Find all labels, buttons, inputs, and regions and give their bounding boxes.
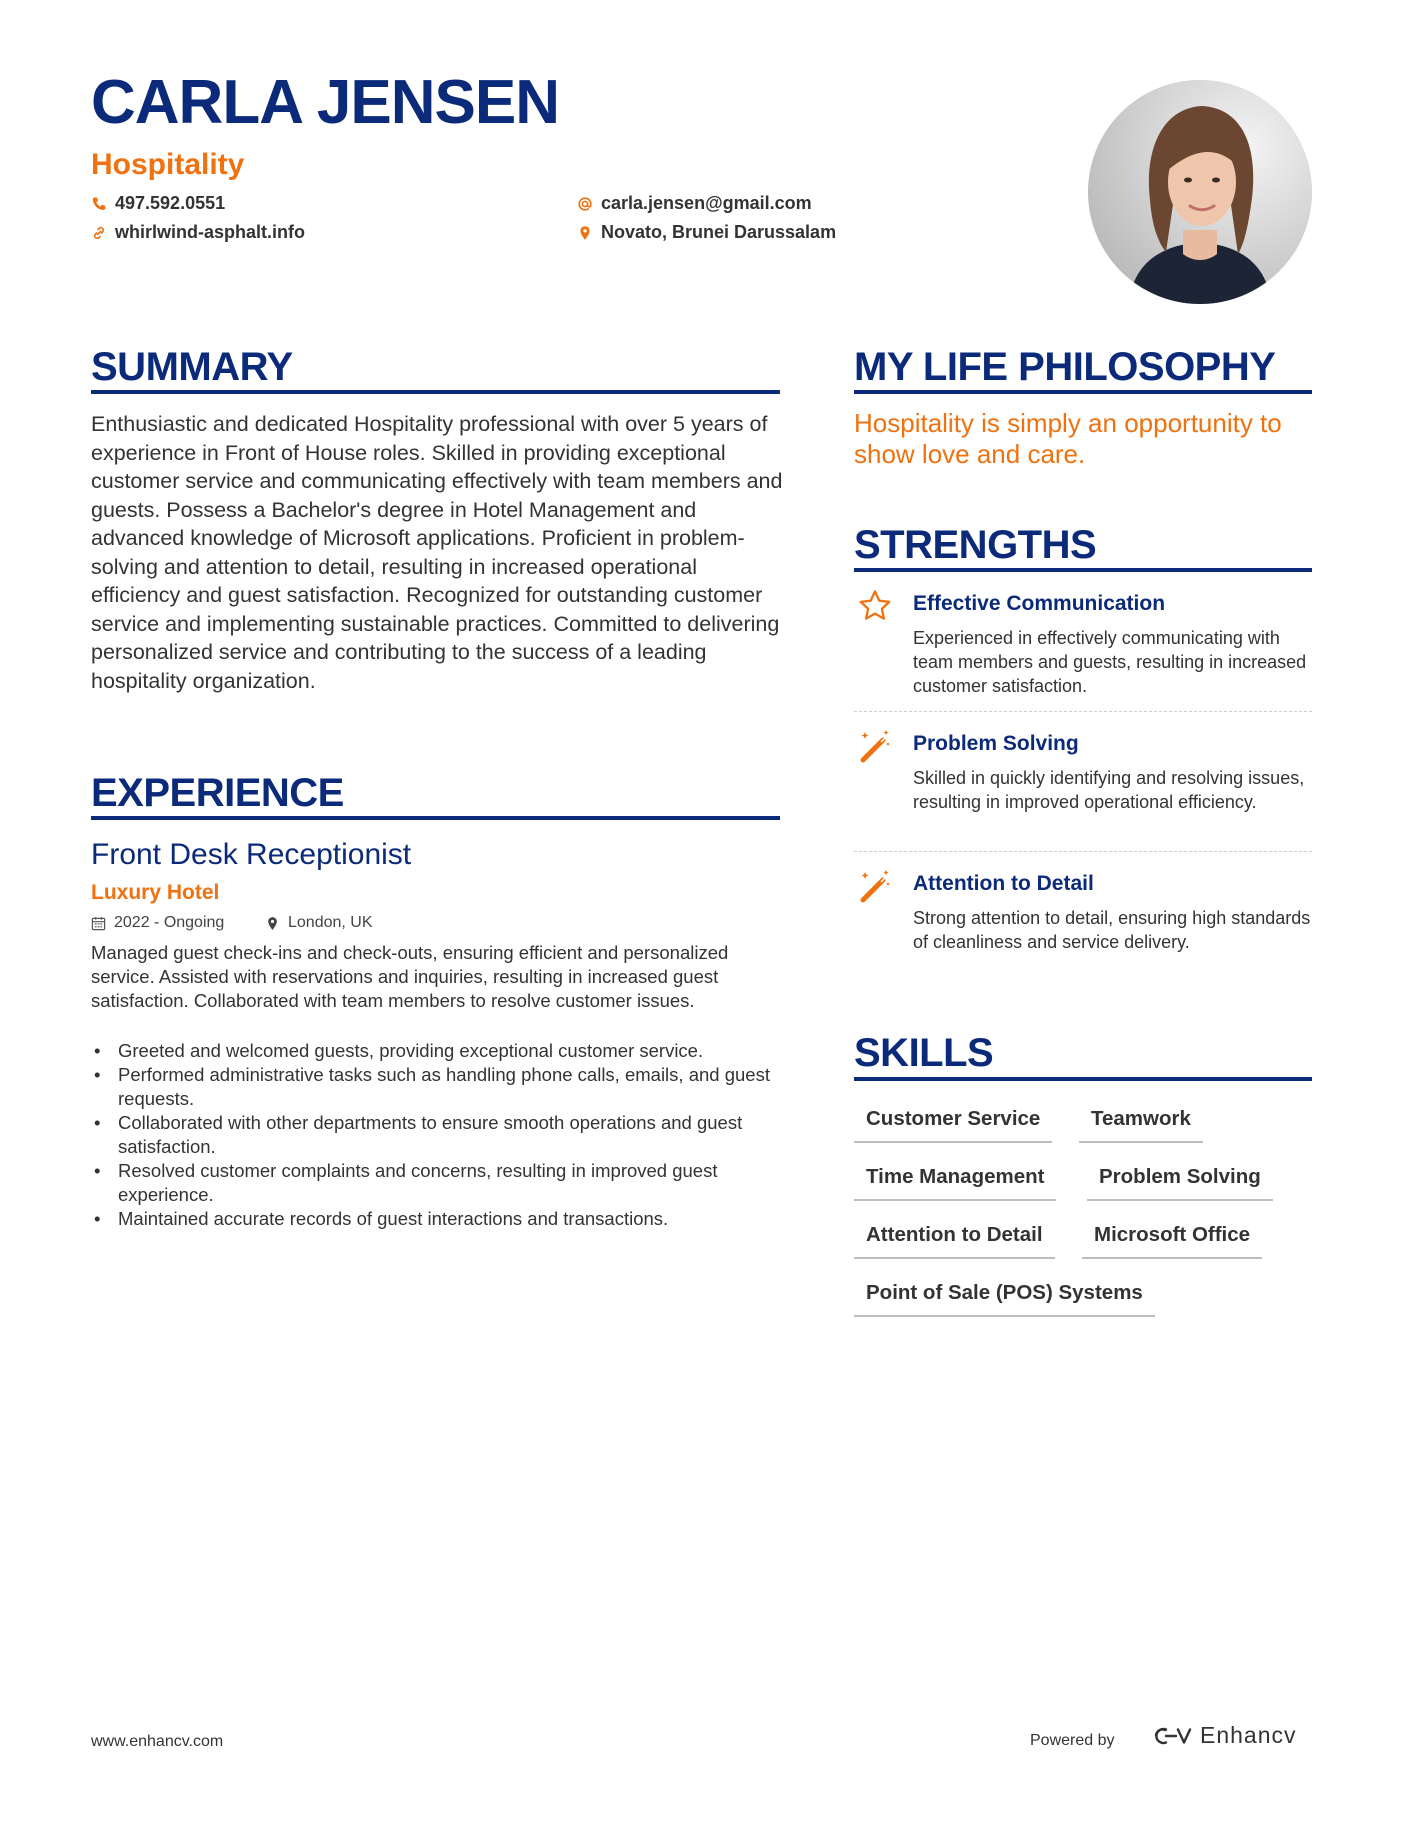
skills-divider bbox=[854, 1077, 1312, 1081]
at-icon bbox=[577, 196, 593, 212]
email-text: carla.jensen@gmail.com bbox=[601, 193, 812, 213]
strength-title: Effective Communication bbox=[913, 592, 1166, 615]
strength-description: Skilled in quickly identifying and resolving issues, resulting in improved operational efficiency. bbox=[913, 768, 1305, 812]
calendar-icon bbox=[91, 916, 106, 931]
skills-heading: SKILLS bbox=[854, 1031, 994, 1075]
experience-divider bbox=[91, 816, 780, 820]
contact-email[interactable] bbox=[577, 193, 812, 214]
contact-location bbox=[577, 222, 836, 243]
link-icon bbox=[91, 225, 107, 241]
list-item: • Performed administrative tasks such as handling phone calls, emails, and guest requests. bbox=[118, 1063, 818, 1111]
skill-tag: Microsoft Office bbox=[1082, 1223, 1262, 1259]
strength-item bbox=[854, 588, 1312, 696]
list-item: • Resolved customer complaints and concerns, resulting in improved guest experience. bbox=[118, 1159, 818, 1207]
magic-wand-icon bbox=[857, 728, 893, 764]
philosophy-heading: MY LIFE PHILOSOPHY bbox=[854, 345, 1276, 389]
experience-heading: EXPERIENCE bbox=[91, 771, 344, 815]
job-location bbox=[265, 914, 373, 932]
strength-description: Experienced in effectively communicating with team members and guests, resulting in increased customer satisfaction. bbox=[913, 628, 1307, 696]
company-name: Luxury Hotel bbox=[91, 881, 220, 904]
summary-text: Enthusiastic and dedicated Hospitality professional with over 5 years of experience in Front of House roles. Skilled in providing exceptional customer service and communicating effectively with team members and guests. Possess a Bachelor's degree in Hotel Management and advanced knowledge of Microsoft applications. Proficient in problem-solving and attention to detail, resulting in increased operational efficiency and guest satisfaction. Recognized for outstanding customer service and implementing sustainable practices. Committed to delivering personalized service and contributing to the success of a leading hospitality organization. bbox=[91, 412, 783, 693]
candidate-role: Hospitality bbox=[91, 148, 245, 181]
strength-description: Strong attention to detail, ensuring high standards of cleanliness and service delivery. bbox=[913, 908, 1311, 952]
website-text: whirlwind-asphalt.info bbox=[115, 222, 305, 242]
brand-name: Enhancv bbox=[1200, 1722, 1297, 1748]
list-item: • Collaborated with other departments to ensure smooth operations and guest satisfaction. bbox=[118, 1111, 818, 1159]
strength-title: Problem Solving bbox=[913, 732, 1079, 755]
list-item: • Maintained accurate records of guest interactions and transactions. bbox=[118, 1207, 818, 1231]
skill-tag: Teamwork bbox=[1079, 1107, 1203, 1143]
job-title: Front Desk Receptionist bbox=[91, 838, 412, 871]
skill-tag: Point of Sale (POS) Systems bbox=[854, 1281, 1155, 1317]
summary-divider bbox=[91, 390, 780, 394]
job-bullets bbox=[91, 1039, 818, 1231]
strengths-heading: STRENGTHS bbox=[854, 523, 1097, 567]
job-description: Managed guest check-ins and check-outs, ensuring efficient and personalized service. Assisted with reservations and inquiries, resulting in increased guest satisfaction. Collaborated with team members to resolve customer issues. bbox=[91, 942, 729, 1011]
philosophy-divider bbox=[854, 390, 1312, 394]
profile-photo bbox=[1088, 80, 1312, 304]
contact-phone[interactable] bbox=[91, 193, 225, 214]
enhancv-logo[interactable] bbox=[1148, 1722, 1297, 1749]
phone-text: 497.592.0551 bbox=[115, 193, 226, 213]
candidate-name: CARLA JENSEN bbox=[91, 68, 559, 137]
location-text: Novato, Brunei Darussalam bbox=[601, 222, 837, 242]
enhancv-logo-icon bbox=[1148, 1724, 1194, 1748]
strength-item bbox=[854, 868, 1312, 968]
strength-title: Attention to Detail bbox=[913, 872, 1094, 895]
skill-tag: Problem Solving bbox=[1087, 1165, 1273, 1201]
strength-item bbox=[854, 728, 1312, 828]
job-dates-text: 2022 - Ongoing bbox=[114, 914, 225, 931]
phone-icon bbox=[91, 196, 107, 212]
job-dates bbox=[91, 914, 224, 932]
magic-wand-icon bbox=[857, 868, 893, 904]
philosophy-text: Hospitality is simply an opportunity to show love and care. bbox=[854, 408, 1282, 469]
skill-tag: Customer Service bbox=[854, 1107, 1052, 1143]
footer-url[interactable]: www.enhancv.com bbox=[91, 1733, 224, 1750]
job-location-text: London, UK bbox=[288, 914, 373, 931]
strengths-divider bbox=[854, 568, 1312, 572]
star-icon bbox=[857, 588, 893, 624]
map-pin-icon bbox=[577, 225, 593, 241]
summary-heading: SUMMARY bbox=[91, 345, 293, 389]
list-item: • Greeted and welcomed guests, providing exceptional customer service. bbox=[118, 1039, 818, 1063]
skill-tag: Attention to Detail bbox=[854, 1223, 1055, 1259]
skill-tag: Time Management bbox=[854, 1165, 1056, 1201]
strength-separator bbox=[854, 711, 1312, 712]
contact-website[interactable] bbox=[91, 222, 305, 243]
map-pin-icon bbox=[265, 916, 280, 931]
strength-separator bbox=[854, 851, 1312, 852]
powered-by-label: Powered by bbox=[1030, 1732, 1115, 1749]
